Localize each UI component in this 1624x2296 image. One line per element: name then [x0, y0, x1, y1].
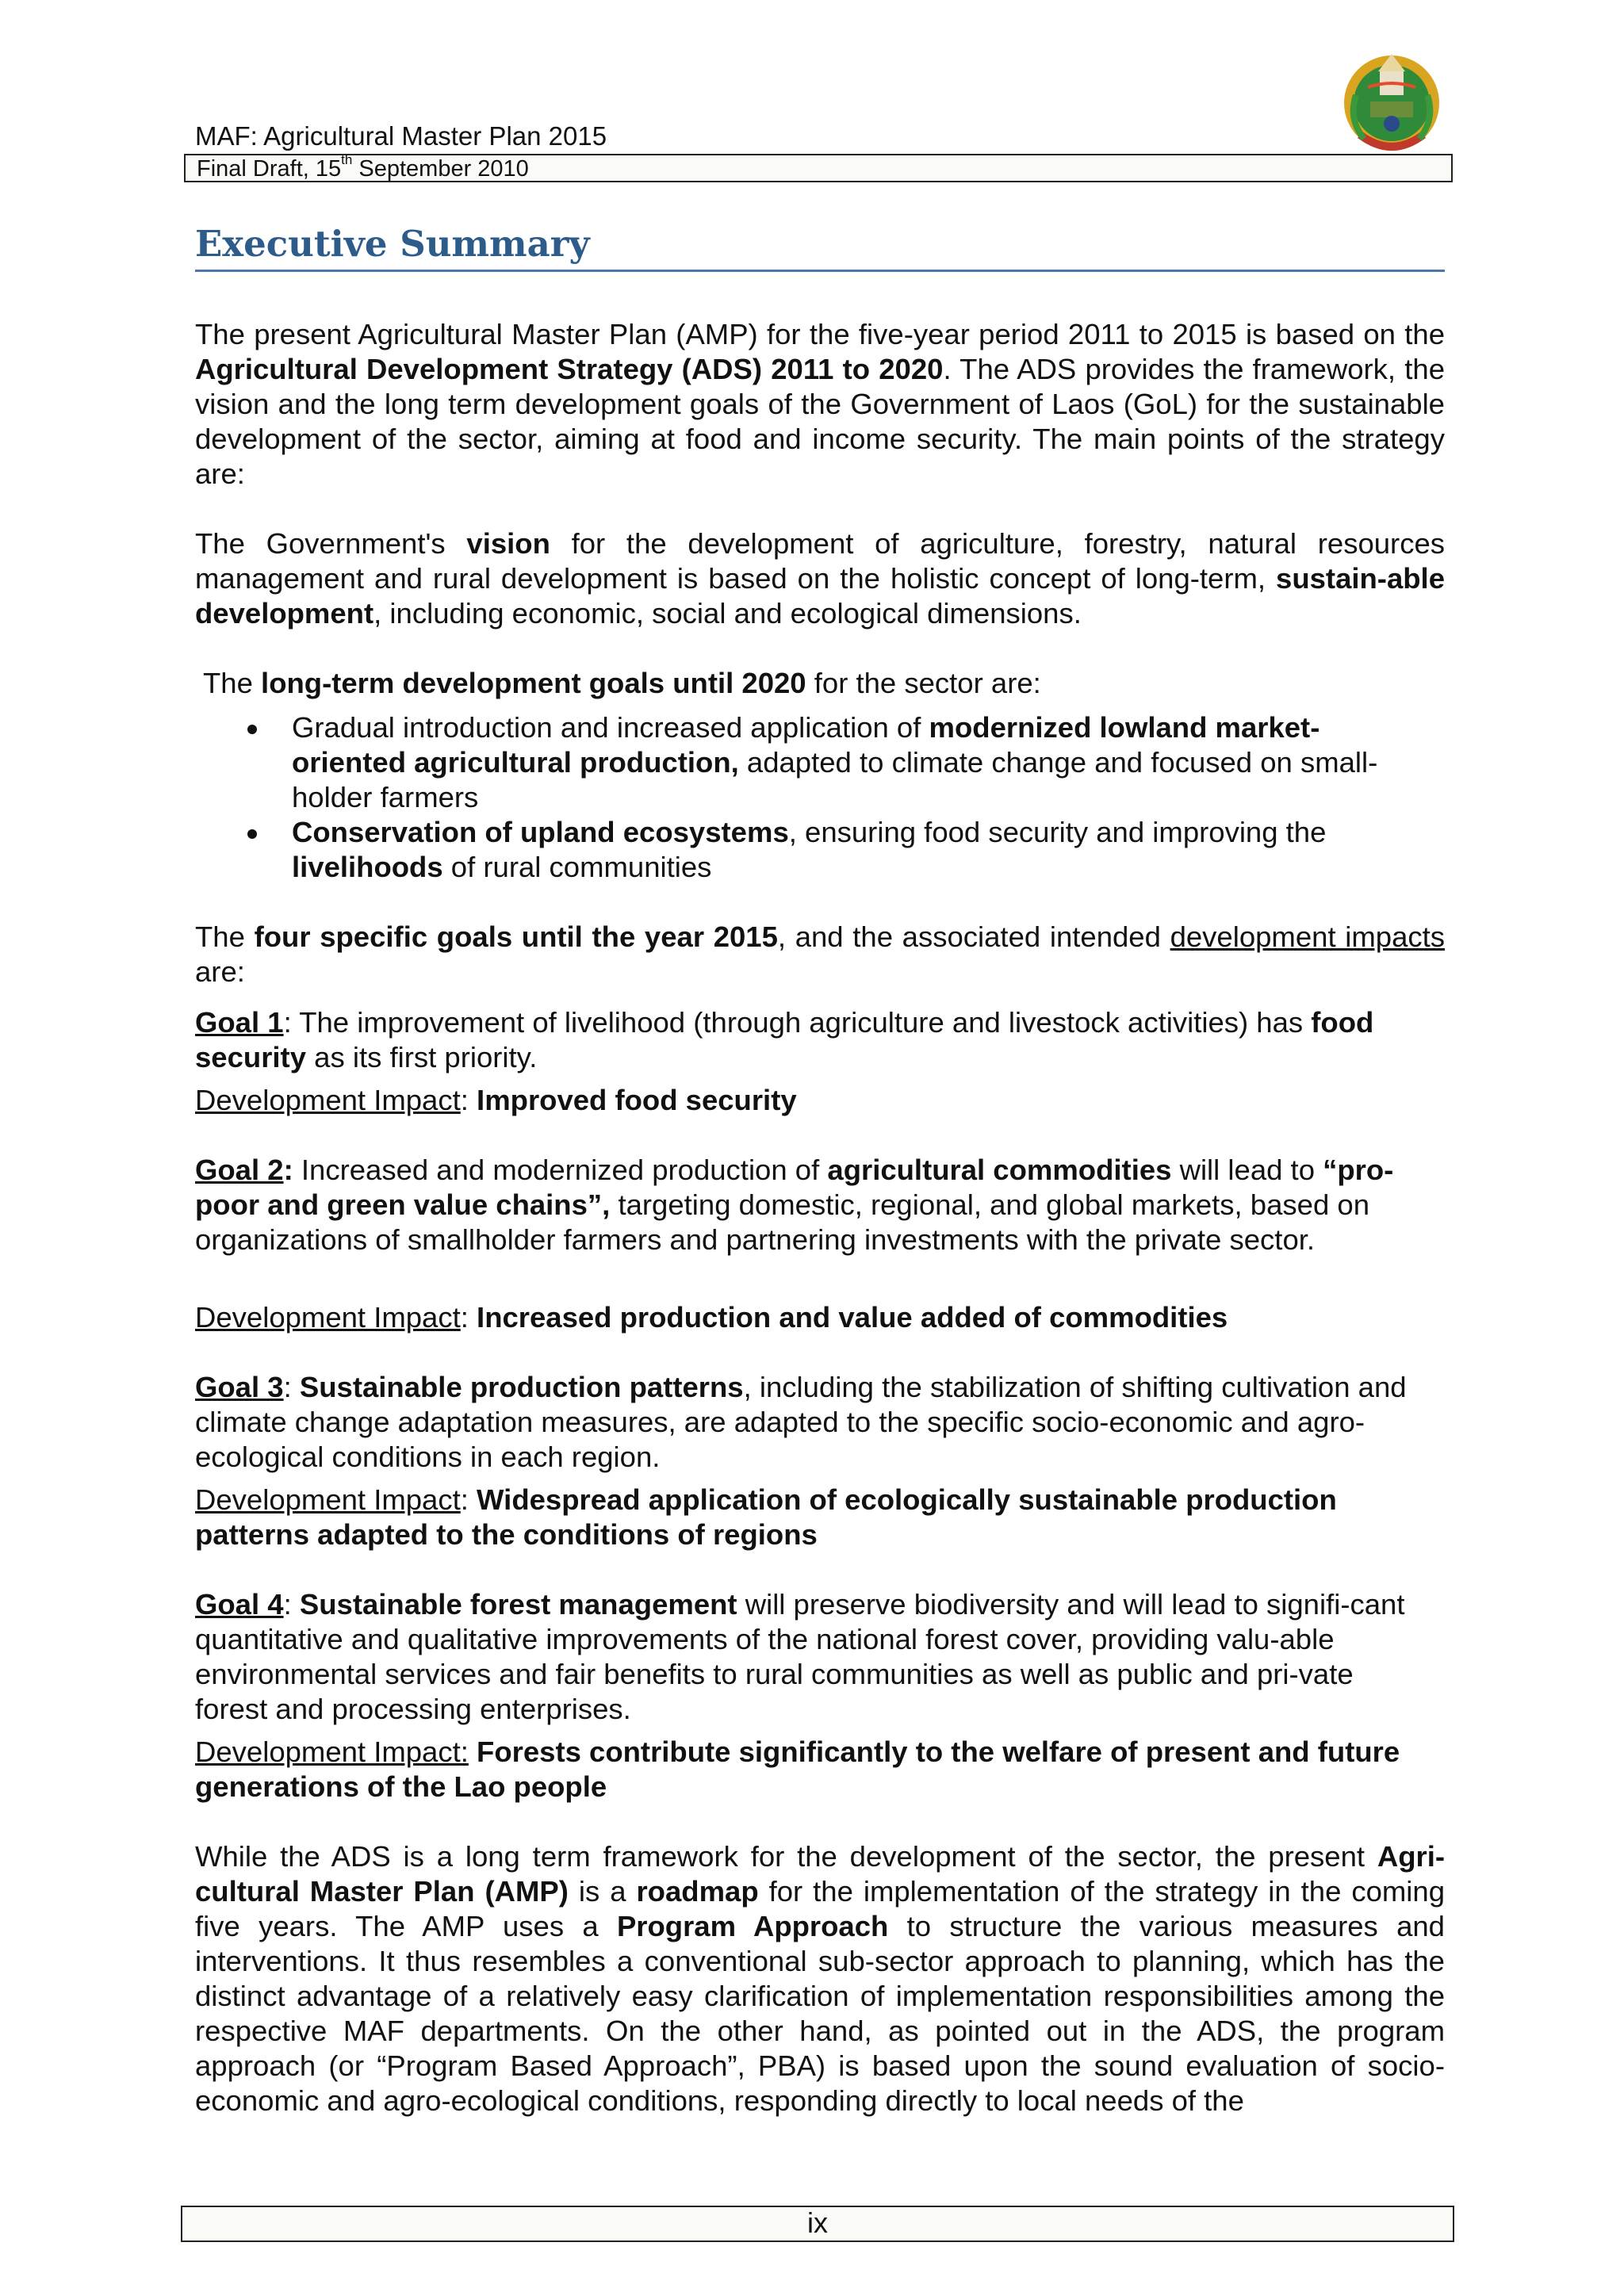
intro-paragraph-2: The Government's vision for the development of agriculture, forestry, natural resources management and rural development is based on the holistic concept of long-term, sustain-able development, including economic, social and ecological dimensions.	[195, 527, 1445, 629]
lao-emblem-logo	[1332, 40, 1451, 159]
goal-1: Goal 1: The improvement of livelihood (through agriculture and livestock activities) has food security as its first priority.	[195, 1006, 1374, 1073]
header-title: MAF: Agricultural Master Plan 2015	[195, 121, 607, 151]
four-goals-paragraph: The four specific goals until the year 2015, and the associated intended development impacts are:	[195, 920, 1446, 988]
list-item: Gradual introduction and increased application of modernized lowland market-oriented agricultural production, adapted to climate change and focused on small-holder farmers	[195, 710, 1440, 815]
goal-4-impact: Development Impact: Forests contribute significantly to the welfare of present and future generations of the Lao people	[195, 1735, 1400, 1803]
header-draft-box	[184, 154, 1453, 182]
goal-3-impact: Development Impact: Widespread application of ecologically sustainable production patterns adapted to the conditions of regions	[195, 1483, 1337, 1551]
list-item: Conservation of upland ecosystems, ensuring food security and improving the livelihoods of rural communities	[195, 815, 1440, 885]
heading-rule	[195, 270, 1445, 272]
page-title: Executive Summary	[195, 223, 590, 265]
closing-paragraph: While the ADS is a long term framework for the development of the sector, the present Agri-cultural Master Plan (AMP) is a roadmap for the implementation of the strategy in the coming five years. The AMP uses a Program Approach to structure the various measures and interventions. It thus resembles a conventional sub-sector approach to planning, which has the distinct advantage of a relatively easy clarification of implementation responsibilities among the respective MAF departments. On the other hand, as pointed out in the ADS, the program approach (or “Program Based Approach”, PBA) is based upon the sound evaluation of socio-economic and agro-ecological conditions, responding directly to local needs of the	[195, 1840, 1445, 2117]
goals-2020-list	[195, 710, 1440, 885]
header-draft-date: Final Draft, 15th September 2010	[197, 152, 529, 182]
goal-4: Goal 4: Sustainable forest management will preserve biodiversity and will lead to signifi-cant quantitative and qualitative improvements of the national forest cover, providing valu-able environmental services and fair benefits to rural communities as well as public and pri-vate forest and processing enterprises.	[195, 1588, 1405, 1725]
goal-3: Goal 3: Sustainable production patterns, including the stabilization of shifting cultivation and climate change adaptation measures, are adapted to the specific socio-economic and agro-ecological conditions in each region.	[195, 1371, 1407, 1473]
intro-paragraph-1: The present Agricultural Master Plan (AMP) for the five-year period 2011 to 2015 is based on the Agricultural Development Strategy (ADS) 2011 to 2020. The ADS provides the framework, the vision and the long term development goals of the Government of Laos (GoL) for the sustainable development of the sector, aiming at food and income security. The main points of the strategy are:	[195, 318, 1445, 490]
goal-2: Goal 2: Increased and modernized production of agricultural commodities will lead to “pro-poor and green value chains”, targeting domestic, regional, and global markets, based on organizations of smallholder farmers and partnering investments with the private sector.	[195, 1154, 1394, 1256]
footer-page-number: ix	[181, 2206, 1454, 2242]
goal-2-impact: Development Impact: Increased production and value added of commodities	[195, 1301, 1228, 1334]
goal-1-impact: Development Impact: Improved food security	[195, 1084, 797, 1116]
intro-paragraph-3: The long-term development goals until 2020 for the sector are:	[203, 667, 1041, 699]
